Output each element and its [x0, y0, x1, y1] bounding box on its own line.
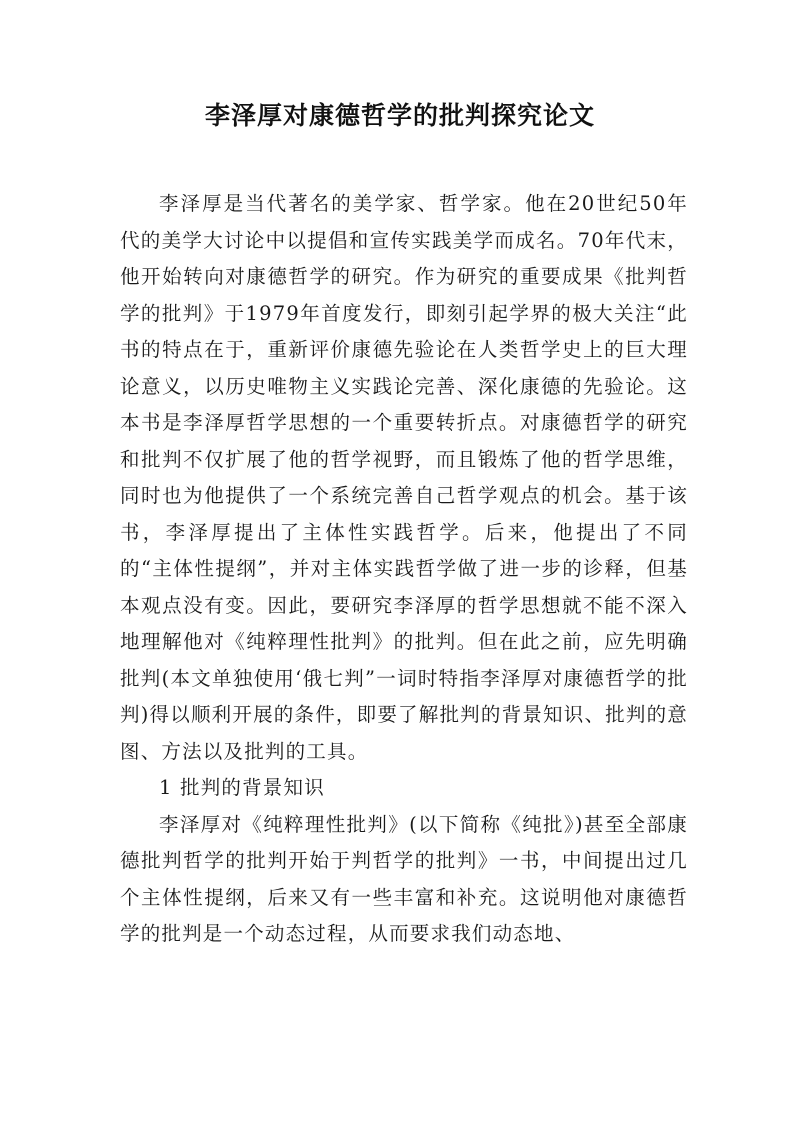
- document-title: 李泽厚对康德哲学的批判探究论文: [204, 101, 595, 130]
- section-heading: 1 批判的背景知识: [159, 776, 325, 799]
- document-body: [120, 186, 688, 953]
- body-paragraph-2: 李泽厚对《纯粹理性批判》(以下简称《纯批》)甚至全部康德批判哲学的批判开始于判哲学的批判》一书，中间提出过几个主体性提纲，后来又有一些丰富和补充。这说明他对康德哲学的批判是一个动态过程，从而要求我们动态地、: [120, 812, 688, 945]
- body-paragraph-1: 李泽厚是当代著名的美学家、哲学家。他在20世纪50年代的美学大讨论中以提倡和宣传实践美学而成名。70年代末，他开始转向对康德哲学的研究。作为研究的重要成果《批判哲学的批判》于1979年首度发行，即刻引起学界的极大关注“此书的特点在于，重新评价康德先验论在人类哲学史上的巨大理论意义，以历史唯物主义实践论完善、深化康德的先验论。这本书是李泽厚哲学思想的一个重要转折点。对康德哲学的研究和批判不仅扩展了他的哲学视野，而且锻炼了他的哲学思维，同时也为他提供了一个系统完善自己哲学观点的机会。基于该书，李泽厚提出了主体性实践哲学。后来，他提出了不同的“主体性提纲”，并对主体实践哲学做了进一步的诊释，但基本观点没有变。因此，要研究李泽厚的哲学思想就不能不深入地理解他对《纯粹理性批判》的批判。但在此之前，应先明确批判(本文单独使用‘俄七判”一词时特指李泽厚对康德哲学的批判)得以顺利开展的条件，即要了解批判的背景知识、批判的意图、方法以及批判的工具。: [120, 192, 688, 763]
